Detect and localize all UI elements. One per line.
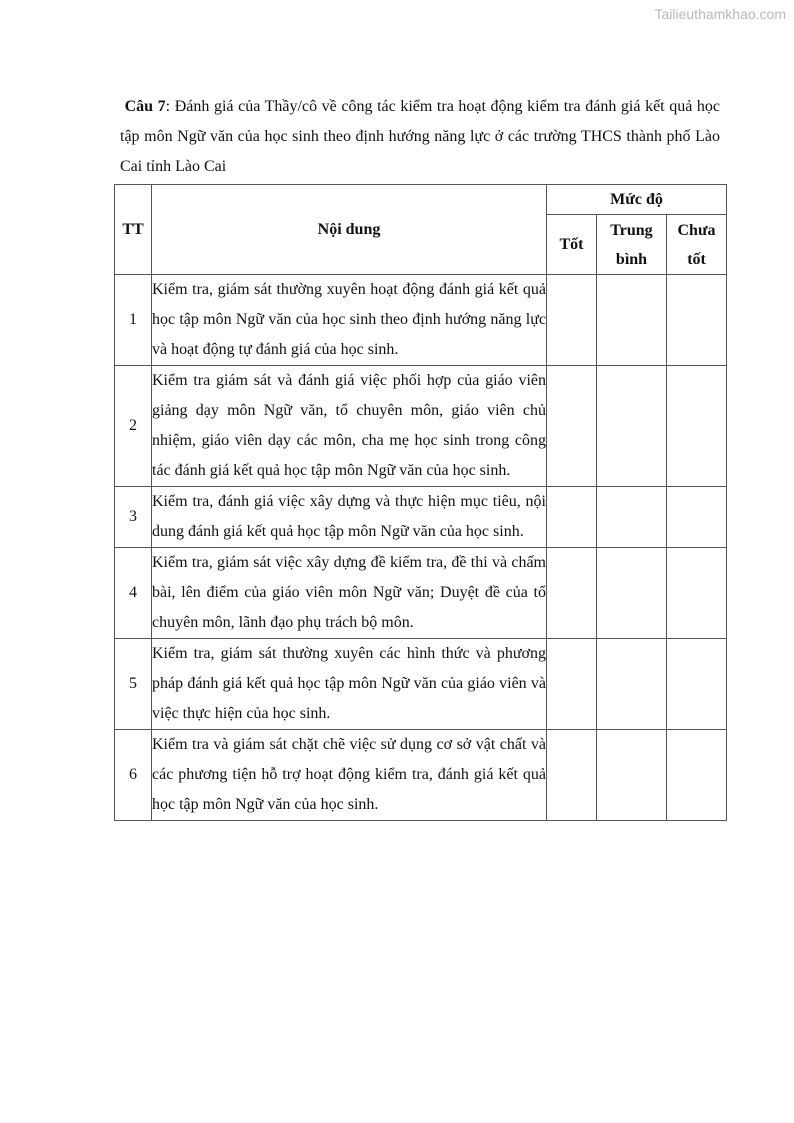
table-row [115, 548, 727, 639]
rating-not-good-cell[interactable] [667, 487, 727, 548]
row-content: Kiểm tra và giám sát chặt chẽ việc sử dụng cơ sở vật chất và các phương tiện hỗ trợ hoạt động kiểm tra, đánh giá kết quả học tập môn Ngữ văn của học sinh. [152, 730, 547, 821]
row-number: 4 [115, 548, 152, 639]
rating-not-good-cell[interactable] [667, 366, 727, 487]
row-number: 1 [115, 275, 152, 366]
header-not-good: Chưa tốt [667, 215, 727, 275]
row-number: 6 [115, 730, 152, 821]
watermark: Tailieuthamkhao.com [654, 6, 786, 22]
rating-good-cell[interactable] [547, 275, 597, 366]
rating-good-cell[interactable] [547, 548, 597, 639]
rating-good-cell[interactable] [547, 730, 597, 821]
rating-not-good-cell[interactable] [667, 730, 727, 821]
row-number: 5 [115, 639, 152, 730]
rating-average-cell[interactable] [597, 639, 667, 730]
question-text: : Đánh giá của Thầy/cô về công tác kiểm tra hoạt động kiểm tra đánh giá kết quả học tập môn Ngữ văn của học sinh theo định hướng năng lực ở các trường THCS thành phố Lào Cai tỉnh Lào Cai [120, 98, 721, 175]
row-content: Kiểm tra giám sát và đánh giá việc phối hợp của giáo viên giảng dạy môn Ngữ văn, tổ chuyên môn, giáo viên chủ nhiệm, giáo viên dạy các môn, cha mẹ học sinh trong công tác đánh giá kết quả học tập môn Ngữ văn của học sinh. [152, 366, 547, 487]
rating-average-cell[interactable] [597, 366, 667, 487]
survey-table [114, 184, 727, 821]
rating-average-cell[interactable] [597, 487, 667, 548]
table-row [115, 366, 727, 487]
header-average: Trung bình [597, 215, 667, 275]
table-row [115, 639, 727, 730]
rating-not-good-cell[interactable] [667, 639, 727, 730]
rating-good-cell[interactable] [547, 487, 597, 548]
rating-average-cell[interactable] [597, 548, 667, 639]
rating-average-cell[interactable] [597, 275, 667, 366]
header-level: Mức độ [547, 185, 727, 215]
row-number: 3 [115, 487, 152, 548]
header-good: Tốt [547, 215, 597, 275]
rating-average-cell[interactable] [597, 730, 667, 821]
table-row [115, 487, 727, 548]
row-number: 2 [115, 366, 152, 487]
table-row [115, 730, 727, 821]
row-content: Kiểm tra, giám sát thường xuyên các hình thức và phương pháp đánh giá kết quả học tập môn Ngữ văn của giáo viên và việc thực hiện của học sinh. [152, 639, 547, 730]
row-content: Kiểm tra, đánh giá việc xây dựng và thực hiện mục tiêu, nội dung đánh giá kết quả học tập môn Ngữ văn của học sinh. [152, 487, 547, 548]
header-tt: TT [115, 185, 152, 275]
rating-good-cell[interactable] [547, 366, 597, 487]
rating-not-good-cell[interactable] [667, 275, 727, 366]
table-body [115, 275, 727, 821]
rating-not-good-cell[interactable] [667, 548, 727, 639]
question-label: Câu 7 [124, 98, 166, 115]
question-paragraph [120, 92, 720, 182]
header-content: Nội dung [152, 185, 547, 275]
rating-good-cell[interactable] [547, 639, 597, 730]
row-content: Kiểm tra, giám sát việc xây dựng đề kiểm tra, đề thi và chấm bài, lên điểm của giáo viên môn Ngữ văn; Duyệt đề của tổ chuyên môn, lãnh đạo phụ trách bộ môn. [152, 548, 547, 639]
row-content: Kiểm tra, giám sát thường xuyên hoạt động đánh giá kết quả học tập môn Ngữ văn của học sinh theo định hướng năng lực và hoạt động tự đánh giá của học sinh. [152, 275, 547, 366]
table-row [115, 275, 727, 366]
